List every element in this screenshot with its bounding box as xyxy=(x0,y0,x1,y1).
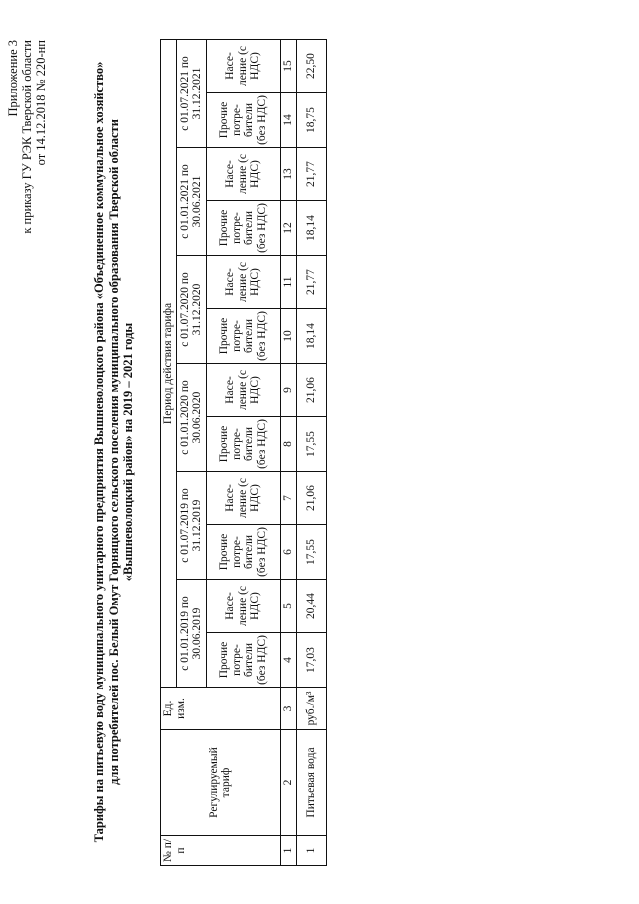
sub-pop-3: Насе- ление (с НДС) xyxy=(206,364,280,417)
row-no: 1 xyxy=(296,836,326,866)
period-6: с 01.07.2021 по 31.12.2021 xyxy=(176,40,206,148)
value-cell: 18,75 xyxy=(296,93,326,148)
index-cell: 5 xyxy=(280,580,296,633)
header-tariff: Регулируемый тариф xyxy=(161,730,281,836)
appendix-date: от 14.12.2018 № 220-нп xyxy=(34,40,48,166)
sub-pop-1: Насе- ление (с НДС) xyxy=(206,580,280,633)
index-cell: 13 xyxy=(280,148,296,201)
index-cell: 12 xyxy=(280,201,296,256)
value-cell: 17,55 xyxy=(296,525,326,580)
value-cell: 21,06 xyxy=(296,364,326,417)
period-5: с 01.01.2021 по 30.06.2021 xyxy=(176,148,206,256)
value-cell: 21,06 xyxy=(296,472,326,525)
header-unit: Ед. изм. xyxy=(161,688,281,730)
table-row xyxy=(296,40,326,866)
sub-pop-6: Насе- ление (с НДС) xyxy=(206,40,280,93)
tariff-table xyxy=(160,39,327,866)
index-cell: 11 xyxy=(280,256,296,309)
document-title xyxy=(92,30,136,874)
index-cell: 9 xyxy=(280,364,296,417)
period-2: с 01.07.2019 по 31.12.2019 xyxy=(176,472,206,580)
sub-other-1: Прочие потре- бители (без НДС) xyxy=(206,633,280,688)
index-cell: 15 xyxy=(280,40,296,93)
period-4: с 01.07.2020 по 31.12.2020 xyxy=(176,256,206,364)
sub-pop-5: Насе- ление (с НДС) xyxy=(206,148,280,201)
sub-other-2: Прочие потре- бители (без НДС) xyxy=(206,525,280,580)
index-cell: 2 xyxy=(280,730,296,836)
index-cell: 4 xyxy=(280,633,296,688)
sub-pop-2: Насе- ление (с НДС) xyxy=(206,472,280,525)
header-period: Период действия тарифа xyxy=(161,40,177,688)
row-unit: руб./м³ xyxy=(296,688,326,730)
index-cell: 10 xyxy=(280,309,296,364)
period-3: с 01.01.2020 по 30.06.2020 xyxy=(176,364,206,472)
header-row-period xyxy=(161,40,177,866)
value-cell: 18,14 xyxy=(296,201,326,256)
header-no: № п/ п xyxy=(161,836,281,866)
sub-other-3: Прочие потре- бители (без НДС) xyxy=(206,417,280,472)
sub-other-5: Прочие потре- бители (без НДС) xyxy=(206,201,280,256)
appendix-number: Приложение 3 xyxy=(6,40,20,117)
appendix-header xyxy=(6,40,48,234)
sub-other-4: Прочие потре- бители (без НДС) xyxy=(206,309,280,364)
value-cell: 17,03 xyxy=(296,633,326,688)
index-row xyxy=(280,40,296,866)
index-cell: 8 xyxy=(280,417,296,472)
value-cell: 17,55 xyxy=(296,417,326,472)
index-cell: 3 xyxy=(280,688,296,730)
value-cell: 18,14 xyxy=(296,309,326,364)
index-cell: 6 xyxy=(280,525,296,580)
sub-other-6: Прочие потре- бители (без НДС) xyxy=(206,93,280,148)
title-line-1: Тарифы на питьевую воду муниципального унитарного предприятия Вышневолоцкого района «Объединенное коммунальное хозяйство» xyxy=(92,61,106,843)
value-cell: 21,77 xyxy=(296,256,326,309)
value-cell: 21,77 xyxy=(296,148,326,201)
appendix-order: к приказу ГУ РЭК Тверской области xyxy=(20,40,34,234)
index-cell: 7 xyxy=(280,472,296,525)
title-line-3: «Вышневолоцкий район» на 2019 – 2021 годы xyxy=(121,322,135,582)
sub-pop-4: Насе- ление (с НДС) xyxy=(206,256,280,309)
period-1: с 01.01.2019 по 30.06.2019 xyxy=(176,580,206,688)
title-line-2: для потребителей пос. Белый Омут Горняцкого сельского поселения муниципального образования Тверской области xyxy=(106,119,121,785)
index-cell: 14 xyxy=(280,93,296,148)
value-cell: 22,50 xyxy=(296,40,326,93)
index-cell: 1 xyxy=(280,836,296,866)
value-cell: 20,44 xyxy=(296,580,326,633)
row-tariff-name: Питьевая вода xyxy=(296,730,326,836)
